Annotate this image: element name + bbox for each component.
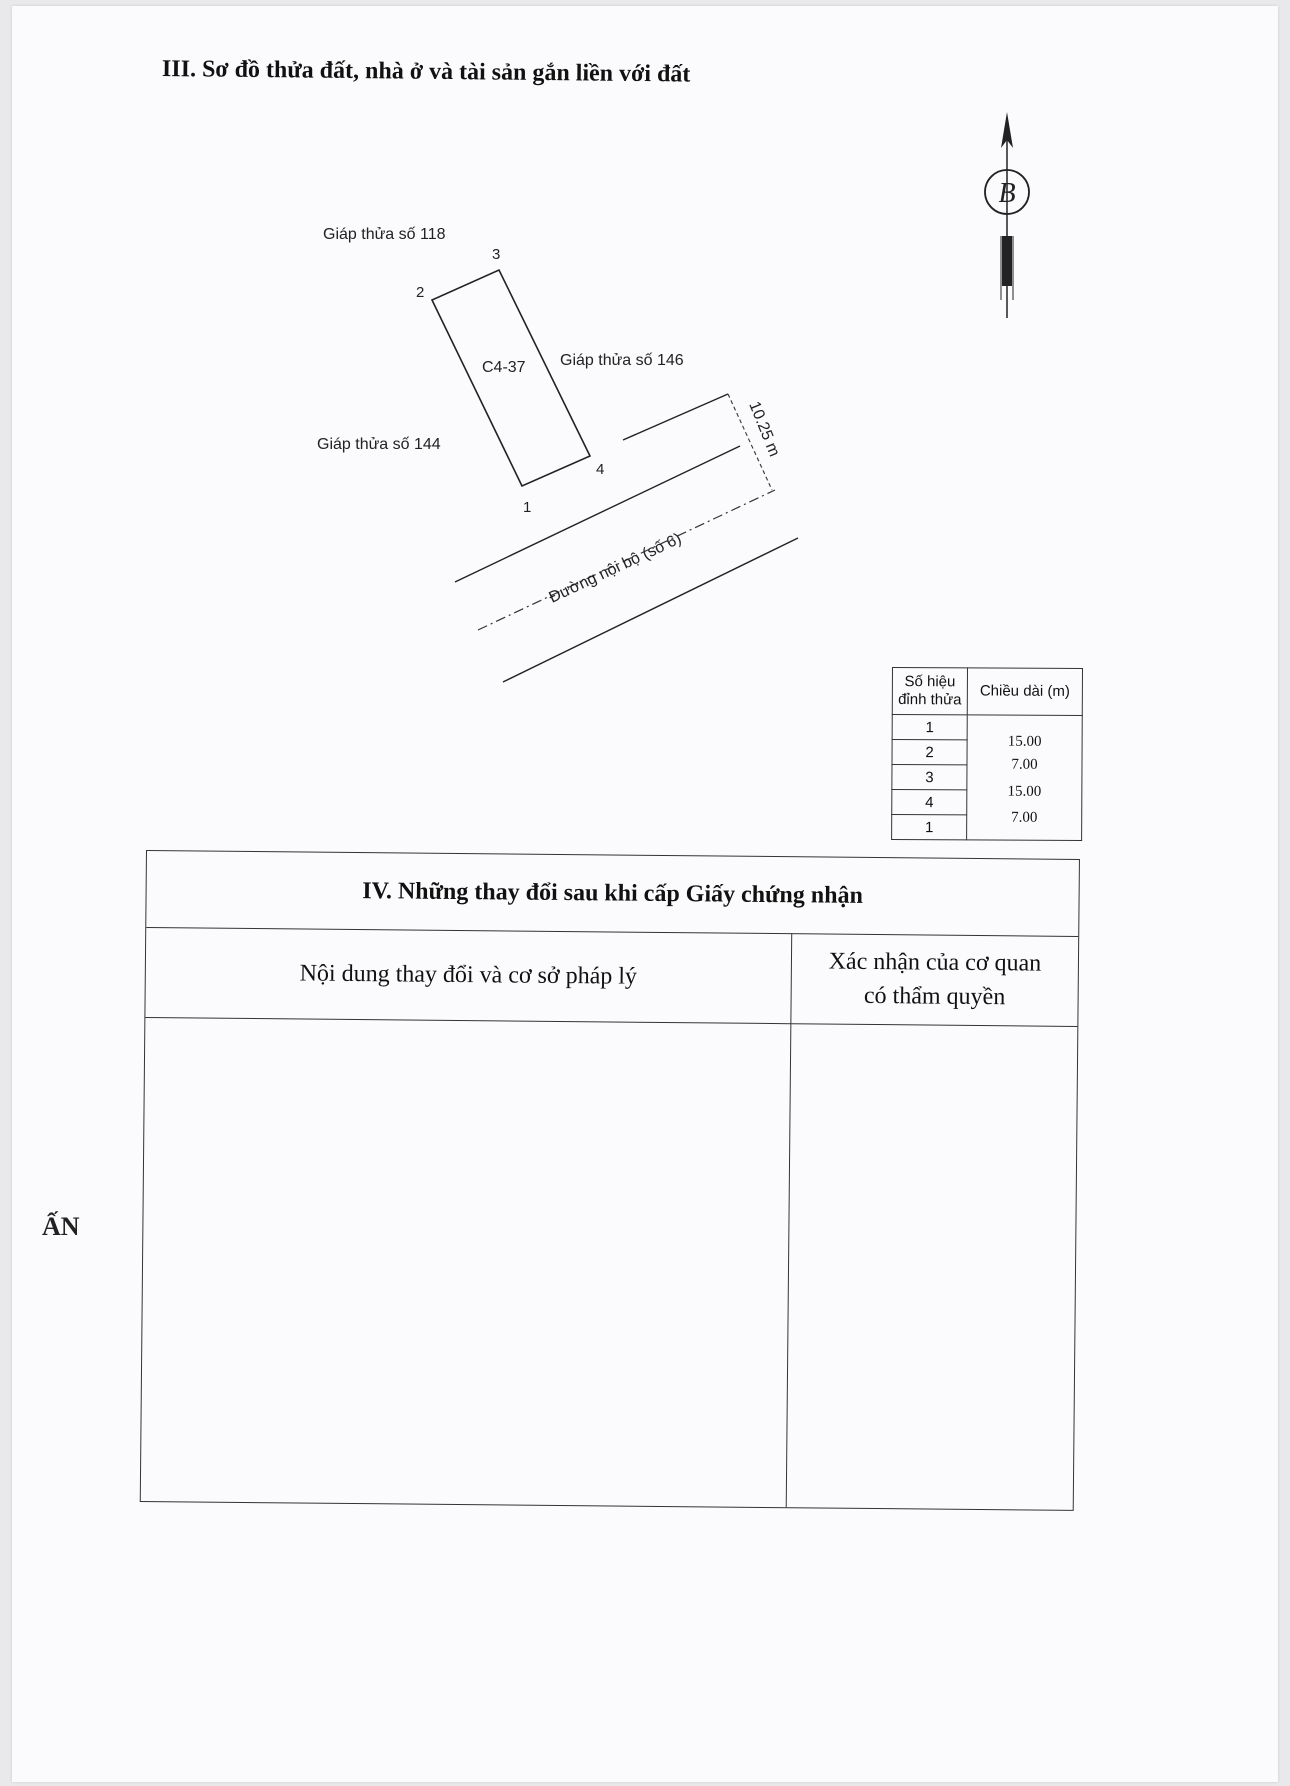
authority-confirmation-header (791, 933, 1078, 1027)
margin-mark: ẤN (42, 1212, 80, 1241)
parcel-outline (432, 270, 590, 486)
table-header-point: Số hiệu đỉnh thửa (892, 668, 967, 715)
point-2-label: 2 (416, 284, 425, 301)
vertex-length-table (891, 667, 1083, 841)
table-length-cell: 7.00 (1011, 756, 1038, 773)
point-4-label: 4 (596, 461, 605, 478)
point-3-label: 3 (492, 246, 501, 263)
changes-content-header: Nội dung thay đổi và cơ sở pháp lý (145, 927, 792, 1024)
table-point-cell: 1 (892, 815, 967, 840)
authority-confirmation-cell (787, 1024, 1078, 1510)
table-point-cell: 1 (892, 715, 967, 740)
north-arrow-label: B (998, 178, 1016, 209)
table-point-cell: 2 (892, 740, 967, 765)
authority-confirmation-header-line1: Xác nhận của cơ quan (828, 948, 1042, 977)
table-point-cell: 4 (892, 790, 967, 815)
road-width-label: 10.25 m (745, 399, 783, 460)
table-length-cell: 7.00 (1011, 809, 1038, 826)
point-1-label: 1 (523, 499, 532, 516)
section-3-title: III. Sơ đồ thửa đất, nhà ở và tài sản gắn liền với đất (161, 56, 691, 88)
authority-confirmation-header-line2: có thẩm quyền (863, 982, 1006, 1011)
road-edge-upper-right (623, 394, 728, 440)
table-point-cell: 3 (892, 765, 967, 790)
changes-content-cell (141, 1018, 792, 1507)
road-label: Đường nội bộ (số 6) (546, 530, 685, 607)
neighbor-west-label: Giáp thửa số 144 (317, 436, 441, 453)
table-length-cell: 15.00 (1007, 783, 1042, 800)
north-arrow-icon (985, 112, 1029, 318)
section-4-title: IV. Những thay đổi sau khi cấp Giấy chứng nhận (146, 851, 1079, 937)
table-length-cell: 15.00 (1007, 733, 1042, 750)
neighbor-north-label: Giáp thửa số 118 (323, 226, 446, 243)
table-length-column (967, 715, 1083, 841)
parcel-label: C4-37 (482, 359, 526, 376)
neighbor-east-label: Giáp thửa số 146 (560, 352, 684, 369)
table-header-length: Chiều dài (m) (967, 668, 1082, 716)
changes-table (140, 850, 1080, 1511)
